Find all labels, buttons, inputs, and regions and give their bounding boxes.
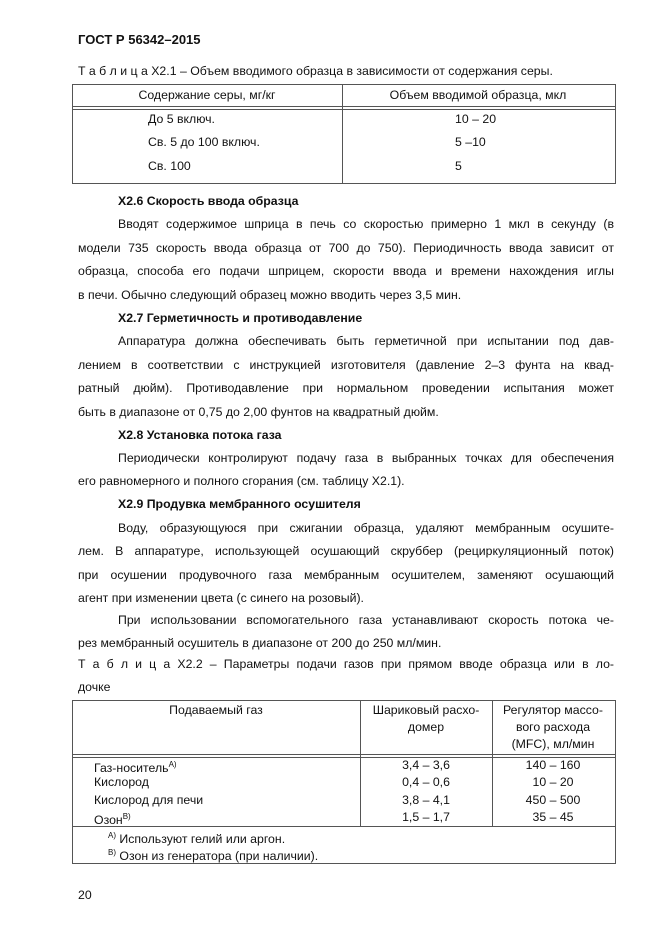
- table2-cell: 1,5 – 1,7: [402, 810, 450, 824]
- table2-cell: 10 – 20: [532, 775, 574, 789]
- table1-cell: Св. 5 до 100 включ.: [148, 135, 260, 149]
- paragraph-line: быть в диапазоне от 0,75 до 2,00 фунтов на квадратный дюйм.: [78, 405, 439, 419]
- paragraph-line: Периодически контролируют подачу газа в выбранных точках для обеспечения: [118, 451, 614, 465]
- paragraph-line: лением в соответствии с инструкцией изготовителя (давление 2–3 фунта на квад-: [78, 358, 614, 372]
- table1-cell: 5: [455, 159, 462, 173]
- section-heading: Х2.8 Установка потока газа: [118, 428, 282, 442]
- table2-header: Подаваемый газ: [169, 703, 263, 717]
- table2-header: Шариковый расхо-: [372, 703, 480, 717]
- table2-caption: дочке: [78, 680, 111, 694]
- document-header: ГОСТ Р 56342–2015: [78, 32, 201, 47]
- paragraph-line: в печи. Обычно следующий образец можно вводить через 3,5 мин.: [78, 288, 462, 302]
- table1-header: Объем вводимой образца, мкл: [389, 88, 567, 102]
- table2-cell: Кислород: [94, 775, 149, 789]
- section-heading: Х2.6 Скорость ввода образца: [118, 194, 299, 208]
- paragraph-line: При использовании вспомогательного газа устанавливают скорость потока че-: [118, 613, 614, 627]
- page-number: 20: [78, 888, 92, 902]
- table1-caption: Т а б л и ц а Х2.1 – Объем вводимого образца в зависимости от содержания серы.: [78, 64, 553, 78]
- paragraph-line: ратный дюйм). Противодавление при нормальном проведении испытания может: [78, 381, 614, 395]
- table2-header: (MFC), мл/мин: [511, 737, 595, 751]
- table2-cell: 140 – 160: [525, 758, 581, 772]
- table2-footnote: $^{В)}$ Озон из генератора (при наличии).: [108, 848, 319, 864]
- paragraph-line: его равномерного и полного сгорания (см. таблицу Х2.1).: [78, 474, 405, 488]
- paragraph-line: при осушении продувочного газа мембранным осушителем, заменяют осушающий: [78, 568, 614, 582]
- table2-cell: 35 – 45: [532, 810, 574, 824]
- section-heading: Х2.9 Продувка мембранного осушителя: [118, 497, 361, 511]
- table2-header: Регулятор массо-: [503, 703, 603, 717]
- table1-cell: Св. 100: [148, 159, 191, 173]
- table2-cell: 0,4 – 0,6: [402, 775, 450, 789]
- table2-cell: 3,8 – 4,1: [402, 793, 450, 807]
- paragraph-line: модели 735 скорость ввода образца от 700 до 750). Периодичность ввода зависит от: [78, 241, 614, 255]
- paragraph-line: образца, способа его подачи шприцем, скорости ввода и времени нахождения иглы: [78, 264, 614, 278]
- table2-cell: Газ-носитель$^{А)}$: [94, 760, 177, 776]
- paragraph-line: Аппаратура должна обеспечивать быть герметичной при испытании под дав-: [118, 334, 614, 348]
- table2-caption: Т а б л и ц а Х2.2 – Параметры подачи газов при прямом вводе образца или в ло-: [78, 657, 614, 671]
- paragraph-line: Вводят содержимое шприца в печь со скоростью примерно 1 мкл в секунду (в: [118, 217, 614, 231]
- table2-cell: 3,4 – 3,6: [402, 758, 450, 772]
- section-heading: Х2.7 Герметичность и противодавление: [118, 311, 363, 325]
- paragraph-line: агент при изменении цвета (с синего на розовый).: [78, 591, 364, 605]
- table2-footnote: $^{А)}$ Используют гелий или аргон.: [108, 831, 286, 847]
- table1-cell: 10 – 20: [455, 112, 497, 126]
- table1-cell: 5 –10: [455, 135, 486, 149]
- paragraph-line: Воду, образующуюся при сжигании образца, удаляют мембранным осушите-: [118, 521, 614, 535]
- table1-header: Содержание серы, мг/кг: [138, 88, 276, 102]
- table2-cell: Озон$^{В)}$: [94, 812, 131, 828]
- table2-header: домер: [407, 720, 445, 734]
- table2-header: вого расхода: [515, 720, 591, 734]
- paragraph-line: лем. В аппаратуре, использующей осушающий скруббер (рециркуляционный поток): [78, 544, 614, 558]
- table1-cell: До 5 включ.: [148, 112, 215, 126]
- table2-cell: 450 – 500: [525, 793, 581, 807]
- table2-cell: Кислород для печи: [94, 793, 204, 807]
- paragraph-line: рез мембранный осушитель в диапазоне от 200 до 250 мл/мин.: [78, 636, 442, 650]
